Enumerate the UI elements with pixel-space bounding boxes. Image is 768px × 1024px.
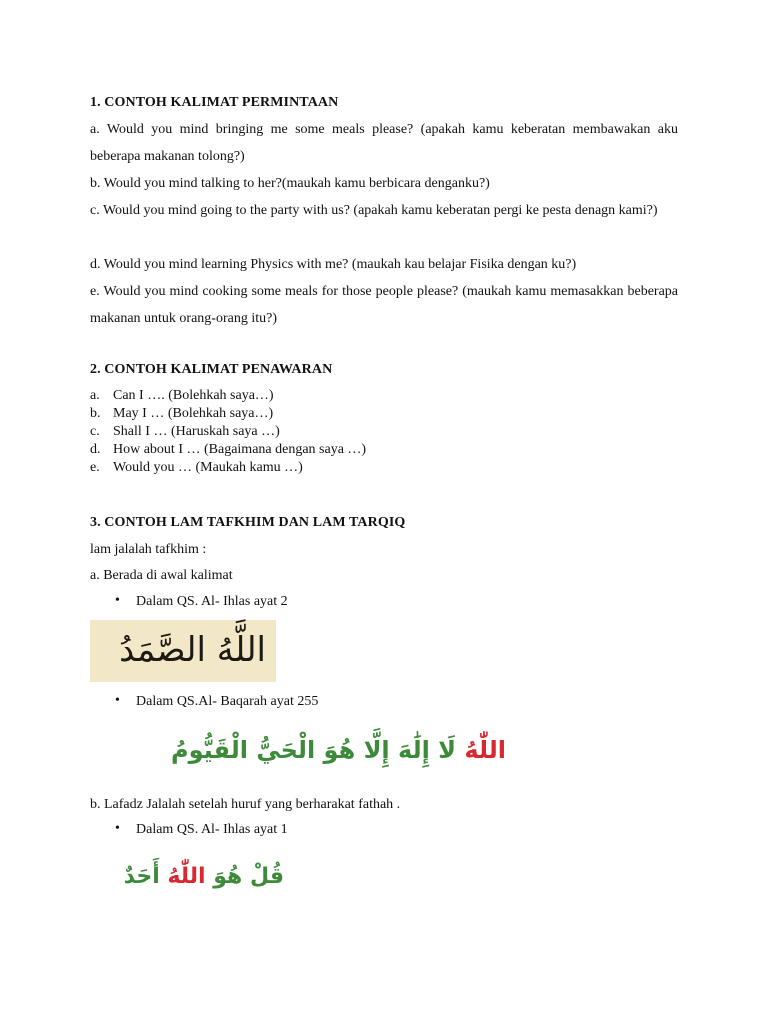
bullet-ihlas-1 (119, 822, 288, 838)
verse-words: لَا إِلَٰهَ إِلَّا هُوَ الْحَيُّ الْقَيُّومُ (171, 736, 457, 764)
penawaran-item (90, 423, 280, 441)
permintaan-item-a: a. Would you mind bringing me some meals please? (apakah kamu keberatan membawakan aku beberapa makanan tolong?) (90, 122, 678, 164)
bullet-ihlas-2 (119, 594, 288, 610)
section-2-heading: 2. CONTOH KALIMAT PENAWARAN (90, 362, 333, 377)
penawaran-item (90, 387, 274, 405)
list-marker: e. (90, 460, 100, 475)
list-marker: d. (90, 442, 101, 457)
jalalah-word: اللّٰهُ (464, 736, 506, 764)
sub-heading-b: b. Lafadz Jalalah setelah huruf yang berharakat fathah . (90, 797, 401, 812)
list-text: How about I … (Bagaimana dengan saya …) (113, 442, 367, 457)
section-3-heading: 3. CONTOH LAM TAFKHIM DAN LAM TARQIQ (90, 515, 406, 530)
calligraphy-image (90, 620, 276, 682)
arabic-verse (124, 860, 284, 894)
list-text: Would you … (Maukah kamu …) (113, 460, 303, 475)
jalalah-word: اللّٰهُ (167, 864, 206, 889)
list-marker: c. (90, 424, 100, 439)
quran-verse-image (92, 728, 506, 774)
verse-words: قُلْ هُوَ (213, 864, 284, 889)
list-text: May I … (Bolehkah saya…) (113, 406, 274, 421)
bullet-text: Dalam QS.Al- Baqarah ayat 255 (136, 694, 319, 709)
permintaan-item-b: b. Would you mind talking to her?(maukah kamu berbicara denganku?) (90, 176, 490, 191)
lam-intro: lam jalalah tafkhim : (90, 542, 207, 557)
quran-verse-image (108, 858, 284, 898)
verse-words: أَحَدٌ (123, 864, 160, 889)
sub-heading-a: a. Berada di awal kalimat (90, 568, 233, 583)
penawaran-item (90, 441, 366, 459)
permintaan-item-e: e. Would you mind cooking some meals for those people please? (maukah kamu memasakkan beberapa makanan untuk orang-orang itu?) (90, 284, 678, 326)
permintaan-item-c: c. Would you mind going to the party with us? (apakah kamu keberatan pergi ke pesta denagn kami?) (90, 203, 658, 218)
list-text: Can I …. (Bolehkah saya…) (113, 388, 274, 403)
section-1-heading: 1. CONTOH KALIMAT PERMINTAAN (90, 95, 339, 110)
penawaran-item (90, 405, 273, 423)
bullet-baqarah-255 (119, 694, 319, 710)
arabic-text: اللَّهُ الصَّمَدُ (119, 630, 266, 670)
arabic-verse (171, 732, 506, 768)
bullet-text: Dalam QS. Al- Ihlas ayat 2 (136, 594, 288, 609)
list-marker: a. (90, 388, 100, 403)
list-marker: b. (90, 406, 101, 421)
bullet-text: Dalam QS. Al- Ihlas ayat 1 (136, 822, 288, 837)
permintaan-item-d: d. Would you mind learning Physics with me? (maukah kau belajar Fisika dengan ku?) (90, 257, 577, 272)
list-text: Shall I … (Haruskah saya …) (113, 424, 280, 439)
penawaran-item (90, 459, 303, 477)
